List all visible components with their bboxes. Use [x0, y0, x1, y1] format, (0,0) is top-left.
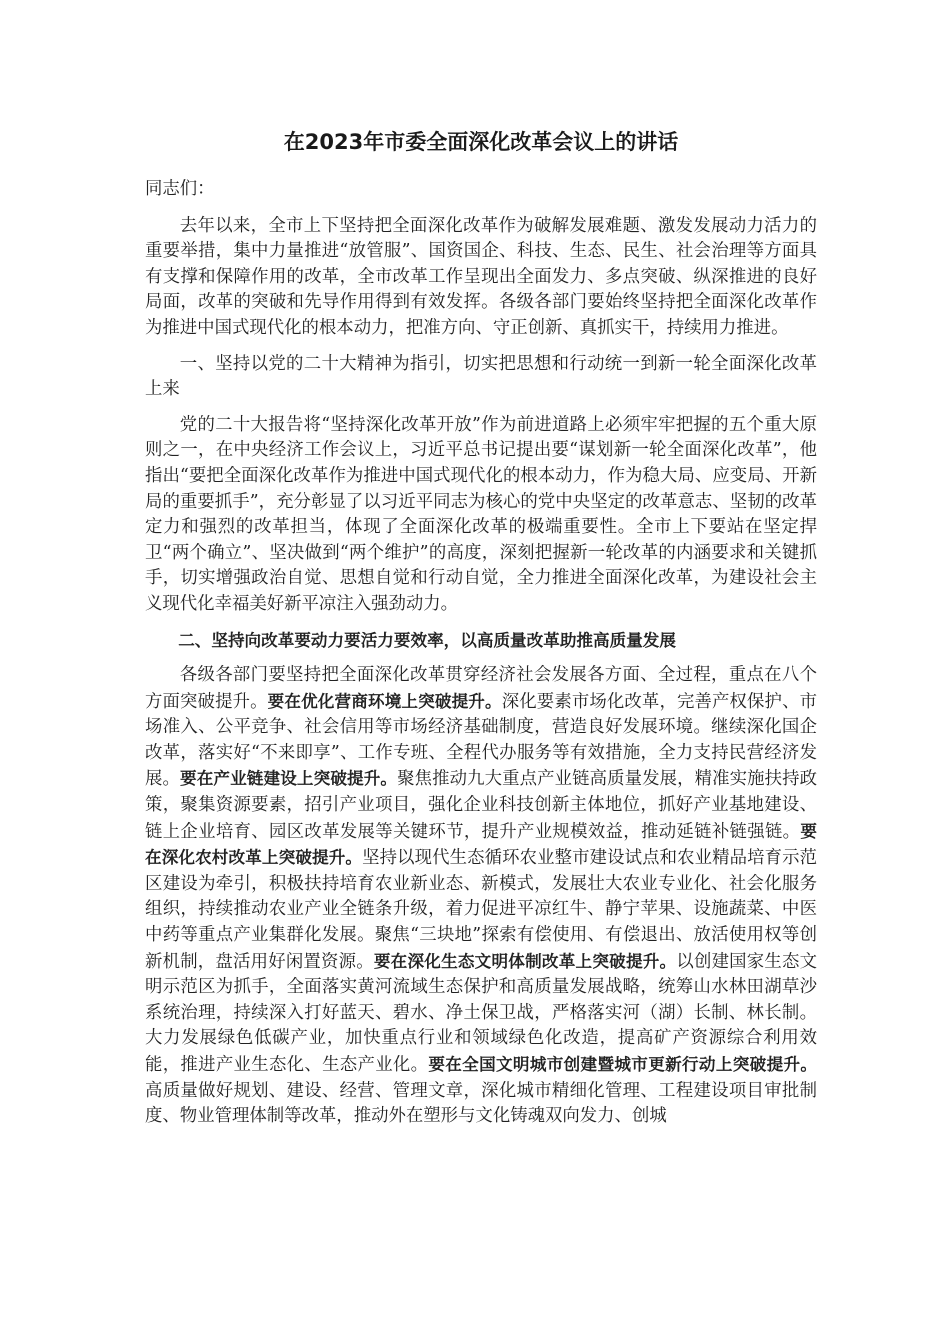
paragraph-text: 高质量做好规划、建设、经营、管理文章，深化城市精细化管理、工程建设项目审批制度、物业管理体制等改革，推动外在塑形与文化铸魂双向发力、创城 — [145, 1080, 817, 1127]
paragraph-text: 以创建国家生态文明示范区为抓手，全面落实黄河流域生态保护和高质量发展战略，统筹山水林田湖草沙系统治理，持续深入打好蓝天、碧水、净土保卫战，严格落实河（湖）长制、林长制。大力发展绿色低碳产业，加快重点行业和领域绿色化改造，提高矿产资源综合利用效能，推进产业生态化、生态产业化。 — [145, 951, 817, 1075]
key-point-civilized-city: 要在全国文明城市创建暨城市更新行动上突破提升。 — [428, 1055, 817, 1074]
section-heading-2: 二、坚持向改革要动力要活力要效率，以高质量改革助推高质量发展 — [178, 630, 676, 650]
paragraph-section-1: 党的二十大报告将“坚持深化改革开放”作为前进道路上必须牢牢把握的五个重大原则之一，在中央经济工作会议上，习近平总书记提出要“谋划新一轮全面深化改革”，他指出“要把全面深化改革作为推进中国式现代化的根本动力，作为稳大局、应变局、开新局的重要抓手”，充分彰显了以习近平同志为核心的党中央坚定的改革意志、坚韧的改革定力和强烈的改革担当，体现了全面深化改革的极端重要性。全市上下要站在坚定捍卫“两个确立”、坚决做到“两个维护”的高度，深刻把握新一轮改革的内涵要求和关键抓手，切实增强政治自觉、思想自觉和行动自觉，全力推进全面深化改革，为建设社会主义现代化幸福美好新平凉注入强劲动力。 — [145, 414, 817, 614]
paragraph-intro: 去年以来，全市上下坚持把全面深化改革作为破解发展难题、激发发展动力活力的重要举措，集中力量推进“放管服”、国资国企、科技、生态、民生、社会治理等方面具有支撑和保障作用的改革，全市改革工作呈现出全面发力、多点突破、纵深推进的良好局面，改革的突破和先导作用得到有效发挥。各级各部门要始终坚持把全面深化改革作为推进中国式现代化的根本动力，把准方向、守正创新、真抓实干，持续用力推进。 — [145, 215, 817, 338]
section-heading-1: 一、坚持以党的二十大精神为指引，切实把思想和行动统一到新一轮全面深化改革上来 — [145, 353, 817, 400]
paragraph-section-2 — [145, 663, 817, 1130]
document-page — [145, 128, 817, 1140]
key-point-business-environment: 要在优化营商环境上突破提升。 — [267, 691, 502, 711]
key-point-ecological-reform: 要在深化生态文明体制改革上突破提升。 — [373, 951, 677, 971]
paragraph-text: 深化要素市场化改革，完善产权保护、市场准入、公平竞争、社会信用等市场经济基础制度，营造良好发展环境。继续深化国企改革，落实好“不来即享”、工作专班、全程代办服务等有效措施，全力支持民营经济发展。 — [145, 691, 817, 790]
salutation: 同志们： — [145, 179, 215, 199]
key-point-rural-reform: 要在深化农村改革上突破提升。 — [145, 821, 817, 868]
document-title: 在2023年市委全面深化改革会议上的讲话 — [283, 130, 679, 154]
key-point-industry-chain: 要在产业链建设上突破提升。 — [180, 769, 398, 789]
paragraph-text: 坚持以现代生态循环农业整市建设试点和农业精品培育示范区建设为牵引，积极扶持培育农业新业态、新模式，发展壮大农业专业化、社会化服务组织，持续推动农业产业全链条升级，着力促进平凉红牛、静宁苹果、设施蔬菜、中医中药等重点产业集群化发展。聚焦“三块地”探索有偿使用、有偿退出、放活使用权等创新机制，盘活用好闲置资源。 — [145, 848, 817, 972]
paragraph-text: 各级各部门要坚持把全面深化改革贯穿经济社会发展各方面、全过程，重点在八个方面突破提升。 — [145, 665, 817, 712]
paragraph-text: 聚焦推动九大重点产业链高质量发展，精准实施扶持政策，聚集资源要素，招引产业项目，强化企业科技创新主体地位，抓好产业基地建设、链上企业培育、园区改革发展等关键环节，提升产业规模效益，推动延链补链强链。 — [145, 769, 817, 842]
